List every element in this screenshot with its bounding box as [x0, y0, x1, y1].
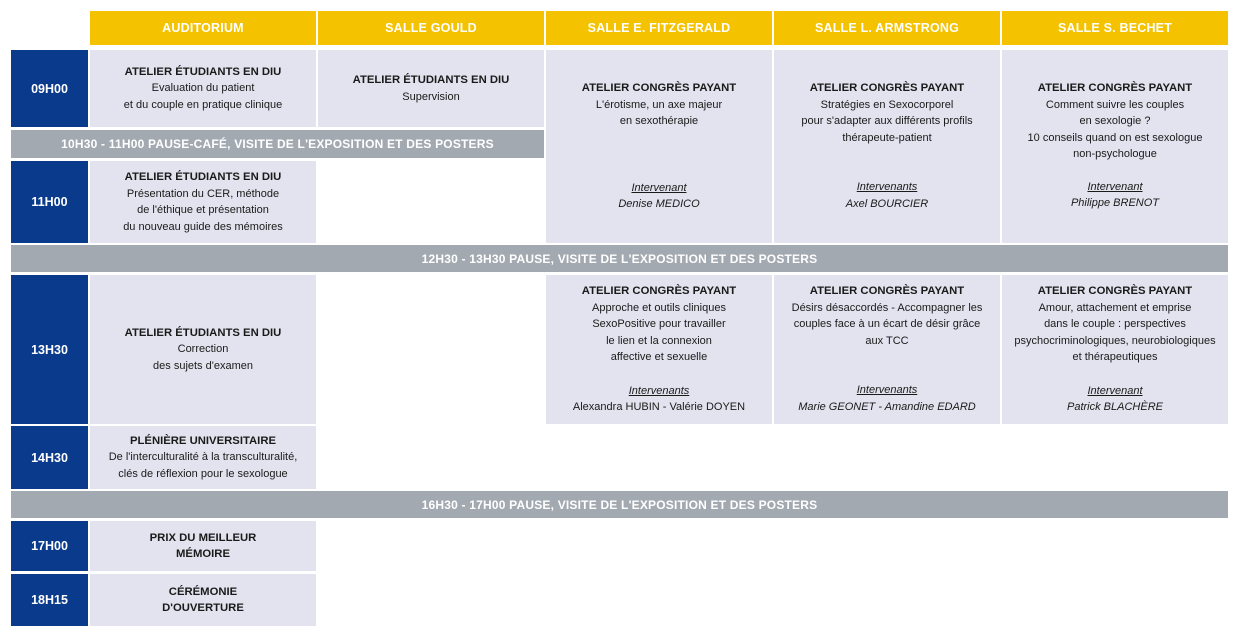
speaker-label: Intervenant: [631, 181, 687, 194]
time-label: 13H30: [31, 342, 68, 357]
speaker-name: Denise MEDICO: [618, 198, 700, 210]
speaker-label: Intervenants: [856, 384, 918, 396]
room-header-armstrong: [774, 11, 1000, 45]
session-armstrong-afternoon: [774, 275, 1000, 424]
room-header-label: SALLE S. BECHET: [1057, 21, 1173, 35]
session-line: Approche et outils cliniques: [592, 301, 726, 314]
session-line: couples face à un écart de désir grâce: [793, 318, 981, 330]
session-title: ATELIER CONGRÈS PAYANT: [1037, 285, 1193, 297]
session-line: Supervision: [402, 90, 460, 103]
session-line: clés de réflexion pour le sexologue: [118, 467, 288, 480]
session-fitzgerald-afternoon: [546, 275, 772, 424]
session-line: du nouveau guide des mémoires: [123, 220, 283, 233]
speaker-label: Intervenant: [1087, 384, 1143, 397]
break-label: 16H30 - 17H00 PAUSE, VISITE DE L'EXPOSITION ET DES POSTERS: [421, 497, 818, 512]
time-label: 17H00: [31, 539, 68, 553]
room-header-label: SALLE L. ARMSTRONG: [814, 21, 960, 35]
session-title: D'OUVERTURE: [162, 602, 244, 614]
session-line: Présentation du CER, méthode: [126, 187, 280, 200]
session-auditorium-1430: [90, 426, 316, 489]
session-line: affective et sexuelle: [610, 351, 708, 363]
session-title: ATELIER ÉTUDIANTS EN DIU: [124, 65, 282, 78]
time-label: 18H15: [31, 593, 68, 607]
session-line: Comment suivre les couples: [1045, 98, 1185, 111]
session-line: et thérapeutiques: [1072, 351, 1158, 363]
time-label: 14H30: [31, 450, 68, 465]
time-label: 11H00: [31, 195, 68, 209]
speaker-name: Marie GEONET - Amandine EDARD: [798, 400, 976, 413]
session-title: MÉMOIRE: [176, 548, 230, 560]
session-line: aux TCC: [865, 334, 909, 347]
session-title: ATELIER ÉTUDIANTS EN DIU: [124, 171, 282, 183]
break-row-afternoon: [11, 491, 1228, 518]
session-armstrong-morning: [774, 50, 1000, 243]
session-title: ATELIER CONGRÈS PAYANT: [1037, 82, 1193, 94]
session-line: le lien et la connexion: [606, 334, 712, 347]
session-line: de l'éthique et présentation: [137, 204, 269, 216]
session-line: SexoPositive pour travailler: [592, 318, 726, 330]
session-title: CÉRÉMONIE: [168, 585, 238, 598]
session-title: ATELIER CONGRÈS PAYANT: [581, 82, 737, 94]
session-line: et du couple en pratique clinique: [123, 98, 283, 111]
session-auditorium-1700: [90, 521, 316, 571]
speaker-label: Intervenant: [1087, 180, 1143, 193]
session-line: Correction: [177, 343, 229, 356]
session-line: dans le couple : perspectives: [1044, 318, 1186, 330]
session-line: des sujets d'examen: [153, 359, 253, 372]
time-slot-1330: [11, 275, 88, 424]
room-header-gould: [318, 11, 544, 45]
session-line: thérapeute-patient: [842, 131, 932, 144]
session-line: non-psychologue: [1073, 148, 1157, 160]
session-line: De l'interculturalité à la transculturalité,: [108, 451, 298, 464]
break-row-lunch: [11, 245, 1228, 272]
break-label: 12H30 - 13H30 PAUSE, VISITE DE L'EXPOSITION ET DES POSTERS: [421, 251, 818, 266]
session-auditorium-0900: [90, 50, 316, 127]
speaker-name: Patrick BLACHÈRE: [1067, 401, 1163, 413]
session-auditorium-1815: [90, 574, 316, 626]
session-title: PRIX DU MEILLEUR: [149, 531, 257, 544]
time-slot-1430: [11, 426, 88, 489]
break-label: 10H30 - 11H00 PAUSE-CAFÉ, VISITE DE L'EXPOSITION ET DES POSTERS: [61, 137, 494, 151]
session-title: ATELIER CONGRÈS PAYANT: [809, 82, 965, 94]
break-row-coffee: [11, 130, 544, 158]
session-line: 10 conseils quand on est sexologue: [1027, 131, 1203, 144]
time-slot-1700: [11, 521, 88, 571]
session-line: Désirs désaccordés - Accompagner les: [791, 301, 983, 314]
session-title: ATELIER ÉTUDIANTS EN DIU: [352, 74, 510, 86]
session-gould-0900: [318, 50, 544, 127]
speaker-label: Intervenants: [628, 384, 690, 397]
session-title: ATELIER CONGRÈS PAYANT: [809, 285, 965, 297]
room-header-fitzgerald: [546, 11, 772, 45]
session-title: ATELIER ÉTUDIANTS EN DIU: [124, 326, 282, 339]
session-title: PLÉNIÈRE UNIVERSITAIRE: [129, 434, 277, 447]
time-slot-1815: [11, 574, 88, 626]
session-line: pour s'adapter aux différents profils: [801, 115, 973, 127]
session-line: L'érotisme, un axe majeur: [595, 98, 723, 111]
session-line: Amour, attachement et emprise: [1038, 301, 1192, 314]
time-label: 09H00: [31, 81, 68, 96]
time-slot-1100: [11, 161, 88, 243]
session-line: psychocriminologiques, neurobiologiques: [1014, 334, 1216, 347]
session-bechet-morning: [1002, 50, 1228, 243]
room-header-auditorium: [90, 11, 316, 45]
session-line: Stratégies en Sexocorporel: [820, 98, 954, 111]
speaker-name: Alexandra HUBIN - Valérie DOYEN: [572, 401, 746, 413]
speaker-name: Philippe BRENOT: [1070, 197, 1160, 209]
room-header-label: AUDITORIUM: [162, 21, 244, 35]
session-bechet-afternoon: [1002, 275, 1228, 424]
session-line: en sexologie ?: [1079, 115, 1151, 127]
speaker-label: Intervenants: [856, 181, 918, 193]
session-line: en sexothérapie: [619, 115, 699, 127]
session-line: Evaluation du patient: [151, 82, 255, 95]
time-slot-0900: [11, 50, 88, 127]
room-header-label: SALLE E. FITZGERALD: [587, 21, 731, 35]
room-header-bechet: [1002, 11, 1228, 45]
session-auditorium-1330: [90, 275, 316, 424]
session-auditorium-1100: [90, 161, 316, 243]
room-header-label: SALLE GOULD: [385, 21, 477, 35]
speaker-name: Axel BOURCIER: [845, 197, 929, 210]
session-title: ATELIER CONGRÈS PAYANT: [581, 285, 737, 297]
session-fitzgerald-morning: [546, 50, 772, 243]
